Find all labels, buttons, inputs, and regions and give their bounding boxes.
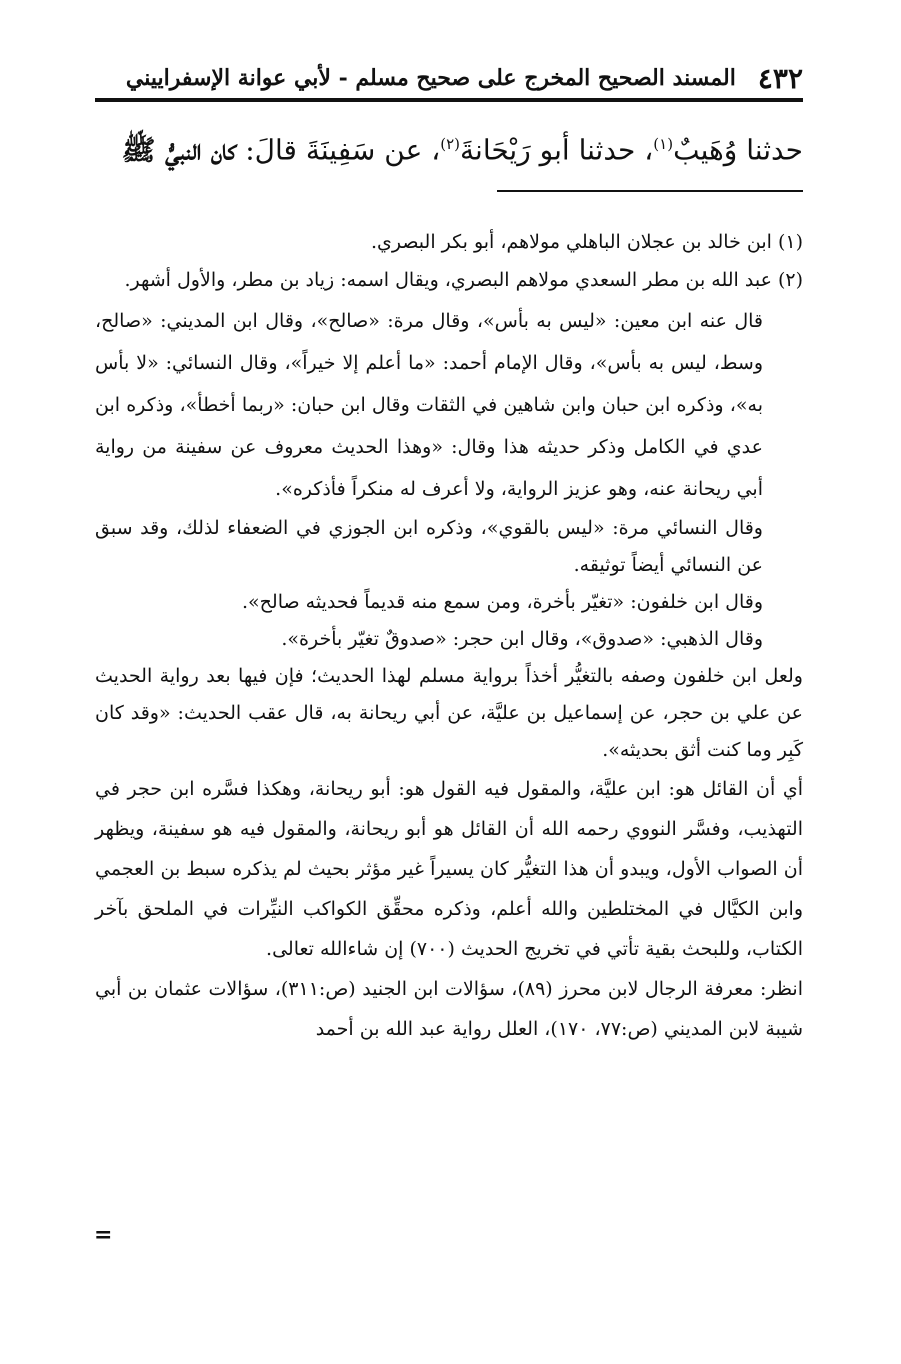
footnote-paragraph: ولعل ابن خلفون وصفه بالتغيُّر أخذاً برواية مسلم لهذا الحديث؛ فإن فيها بعد رواية الحديث عن علي بن حجر، عن إسماعيل بن عليَّة، عن أبي ريحانة به، قال عقب الحديث: «وقد كان كَبِر وما كنت أثق بحديثه». [95, 665, 803, 761]
footnote-2-intro: (٢) عبد الله بن مطر السعدي مولاهم البصري، ويقال اسمه: زياد بن مطر، والأول أشهر. [124, 269, 803, 291]
footnote-paragraph: وقال الذهبي: «صدوق»، وقال ابن حجر: «صدوقٌ تغيّر بأخرة». [281, 628, 763, 650]
footnote-paragraph: انظر: معرفة الرجال لابن محرز (٨٩)، سؤالات ابن الجنيد (ص:٣١١)، سؤالات عثمان بن أبي شيبة لابن المديني (ص:٧٧، ١٧٠)، العلل رواية عبد الله بن أحمد [95, 978, 803, 1040]
page-number: ٤٣٢ [757, 61, 803, 95]
footnote-separator [497, 190, 803, 192]
main-text-part1: حدثنا وُهَيبٌ [673, 133, 803, 167]
main-text-bold: كان النبيُّ ﷺ [121, 133, 237, 167]
footnote-paragraph: قال عنه ابن معين: «ليس به بأس»، وقال مرة: «صالح»، وقال ابن المديني: «صالح، وسط، ليس به بأس»، وقال الإمام أحمد: «ما أعلم إلا خيراً»، وقال النسائي: «لا بأس به»، وذكره ابن حبان وابن شاهين في الثقات وقال ابن حبان: «ربما أخطأ»، وذكره ابن عدي في الكامل وذكر حديثه هذا وقال: «وهذا الحديث معروف عن سفينة من رواية أبي ريحانة عنه، وهو عزيز الرواية، ولا أعرف له منكراً فأذكره». [95, 310, 763, 500]
main-text-part2: ، حدثنا أبو رَيْحَانةَ [460, 133, 654, 167]
running-title: المسند الصحيح المخرج على صحيح مسلم - لأبي عوانة الإسفراييني [125, 65, 736, 91]
main-text-line [95, 122, 803, 172]
footnote-paragraph: أي أن القائل هو: ابن عليَّة، والمقول فيه القول هو: أبو ريحانة، وهكذا فسَّره ابن حجر في التهذيب، وفسَّر النووي رحمه الله أن القائل هو أبو ريحانة، والمقول فيه هو سفينة، ويظهر أن الصواب الأول، ويبدو أن هذا التغيُّر كان يسيراً غير مؤثر بحيث لم يذكره سبط بن العجمي وابن الكيَّال في المختلطين والله أعلم، وذكره محقِّق الكواكب النيِّرات في الملحق بآخر الكتاب، وللبحث بقية تأتي في تخريج الحديث (٧٠٠) إن شاءالله تعالى. [95, 778, 803, 960]
main-text-part3: ، عن سَفِينَةَ قالَ: [236, 133, 441, 167]
footnotes [95, 224, 803, 1049]
footnote-paragraph: وقال ابن خلفون: «تغيّر بأخرة، ومن سمع منه قديماً فحديثه صالح». [242, 591, 763, 613]
continuation-mark: = [94, 1222, 113, 1248]
footnote-ref-1[interactable]: (١) [653, 135, 674, 153]
footnote-paragraph: وقال النسائي مرة: «ليس بالقوي»، وذكره ابن الجوزي في الضعفاء لذلك، وقد سبق عن النسائي أيضاً توثيقه. [95, 517, 763, 576]
footnote-ref-2[interactable]: (٢) [440, 135, 461, 153]
footnote-1: (١) ابن خالد بن عجلان الباهلي مولاهم، أبو بكر البصري. [370, 231, 803, 253]
page-header [95, 58, 803, 102]
